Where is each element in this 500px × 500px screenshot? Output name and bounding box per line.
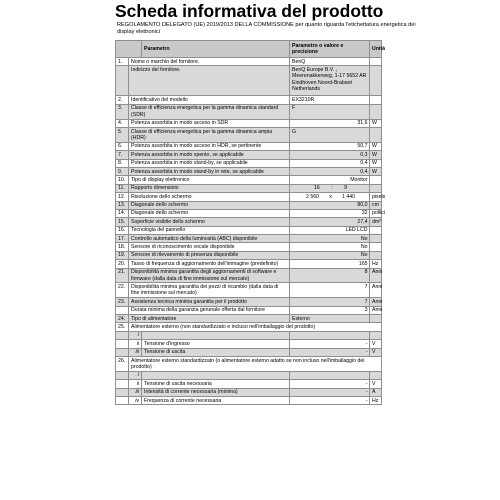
row-value: EX3210R — [290, 96, 370, 104]
aspect-height: 9 — [344, 185, 347, 192]
row-unit: V — [370, 380, 382, 388]
row-value: - — [290, 388, 370, 396]
row-unit: Anni — [370, 283, 382, 298]
table-row — [116, 251, 382, 259]
row-number — [116, 388, 129, 396]
row-value: No — [290, 235, 370, 243]
row-number — [116, 348, 129, 356]
table-row — [116, 380, 382, 388]
row-number: 11. — [116, 184, 129, 192]
row-value: 3 — [290, 306, 370, 314]
row-label: Nome o marchio del fornitore. — [129, 58, 290, 66]
row-unit: W — [370, 119, 382, 127]
row-value: No — [290, 251, 370, 259]
row-number: 13. — [116, 201, 129, 209]
table-row — [116, 127, 382, 142]
table-row — [116, 331, 382, 339]
row-label: Tipo di display elettronico — [129, 176, 290, 184]
row-value: 32 — [290, 209, 370, 217]
row-value: 7 — [290, 283, 370, 298]
table-row — [116, 176, 382, 184]
table-row — [116, 243, 382, 251]
product-info-table — [115, 40, 386, 405]
row-number: 18. — [116, 243, 129, 251]
row-number: 23. — [116, 298, 129, 306]
row-label: Potenza assorbita in modo acceso in SDR — [129, 119, 290, 127]
row-unit: V — [370, 340, 382, 348]
table-row — [116, 315, 382, 323]
table-row — [116, 159, 382, 167]
sub-index: ii — [129, 340, 142, 348]
row-value: Monitor — [290, 176, 370, 184]
sub-index: iii — [129, 388, 142, 396]
row-value: F — [290, 104, 370, 119]
table-row — [116, 260, 382, 268]
row-unit — [370, 104, 382, 119]
row-label: Disponibilità minima garantita degli aggiornamenti di software e firmware (dalla data di fine immissione sul mercato) — [129, 268, 290, 283]
row-number: 5. — [116, 127, 129, 142]
table-row — [116, 340, 382, 348]
page-title: Scheda informativa del prodotto — [115, 1, 384, 21]
row-value: - — [290, 340, 370, 348]
row-label: Tasso di frequenza di aggiornamento dell'immagine (predefinito) — [129, 260, 290, 268]
row-label: Tensione di uscita — [142, 348, 290, 356]
row-value: 0,3 — [290, 151, 370, 159]
row-unit: Hz — [370, 260, 382, 268]
table-row — [116, 268, 382, 283]
table-row — [116, 218, 382, 226]
row-number: 19. — [116, 251, 129, 259]
row-label: Sensore di riconoscimento vocale disponibile — [129, 243, 290, 251]
row-unit: Anni — [370, 306, 382, 314]
regulation-subtitle: REGOLAMENTO DELEGATO (UE) 2019/2013 DELLA COMMISSIONE per quanto riguarda l'etichettatura energetica dei display elettronici — [117, 22, 416, 36]
header-value: Parametro o valore e precisione — [290, 41, 370, 58]
row-label: Classe di efficienza energetica per la gamma dinamica standard (SDR) — [129, 104, 290, 119]
row-unit — [370, 184, 382, 192]
row-unit — [370, 315, 382, 323]
row-unit: pollici — [370, 209, 382, 217]
row-unit: W — [370, 167, 382, 175]
row-label: Identificativo del modello — [129, 96, 290, 104]
row-label — [142, 331, 290, 339]
sub-index: i — [129, 371, 142, 379]
row-number: 26. — [116, 356, 129, 371]
row-label: Alimentatore esterno (non standardizzato e incluso nell'imballaggio del prodotto) — [129, 323, 382, 331]
row-number: 21. — [116, 268, 129, 283]
row-unit — [370, 331, 382, 339]
row-number: 15. — [116, 218, 129, 226]
row-label: Classe di efficienza energetica per la gamma dinamica ampia (HDR) — [129, 127, 290, 142]
row-value: BenQ — [290, 58, 370, 66]
row-label: Disponibilità minima garantita dei pezzi di ricambio (dalla data di fine immissione sul mercato) — [129, 283, 290, 298]
table-row — [116, 226, 382, 234]
row-label: Superficie visibile dello schermo — [129, 218, 290, 226]
row-number: 9. — [116, 167, 129, 175]
row-label: Frequenza di corrente necessaria — [142, 396, 290, 404]
row-unit: Anni — [370, 298, 382, 306]
row-label: Tipo di alimentatore — [129, 315, 290, 323]
row-value: 0,4 — [290, 159, 370, 167]
row-label — [142, 371, 290, 379]
row-label: Controllo automatico della luminosità (ABC) disponibile — [129, 235, 290, 243]
table-row — [116, 184, 382, 192]
row-number: 10. — [116, 176, 129, 184]
row-label: Diagonale dello schermo — [129, 209, 290, 217]
row-number: 25. — [116, 323, 129, 331]
row-unit: Anni — [370, 268, 382, 283]
aspect-width: 16 — [314, 185, 320, 192]
table-row — [116, 104, 382, 119]
table-row — [116, 323, 382, 331]
aspect-separator: : — [331, 185, 333, 192]
table-row — [116, 58, 382, 66]
table-row — [116, 66, 382, 96]
row-value: No — [290, 243, 370, 251]
row-label: Potenza assorbita in modo spento, se applicabile — [129, 151, 290, 159]
row-unit — [370, 243, 382, 251]
row-label: Sensore di rilevamento di presenza disponibile — [129, 251, 290, 259]
row-value: 165 — [290, 260, 370, 268]
row-label: Potenza assorbita in modo acceso in HDR, se pertinente — [129, 142, 290, 150]
row-number: 14. — [116, 209, 129, 217]
row-number — [116, 340, 129, 348]
row-value: 27,4 — [290, 218, 370, 226]
row-label: Alimentatore esterno standardizzato (o alimentatore esterno adatto se non incluso nell'imballaggio del prodotto) — [129, 356, 382, 371]
row-number: 16. — [116, 226, 129, 234]
row-unit: Hz — [370, 396, 382, 404]
row-number: 12. — [116, 193, 129, 201]
row-label: Indirizzo del fornitore. — [129, 66, 290, 96]
resolution-width: 2 560 — [306, 193, 319, 200]
row-value: 8 — [290, 268, 370, 283]
table-row — [116, 151, 382, 159]
header-unit: Unità — [370, 41, 382, 58]
row-label: Potenza assorbita in modo stand-by in rete, se applicabile — [129, 167, 290, 175]
row-value: G — [290, 127, 370, 142]
row-unit — [370, 127, 382, 142]
row-unit — [370, 371, 382, 379]
table-row — [116, 193, 382, 201]
sub-index: iv — [129, 396, 142, 404]
row-value: 7 — [290, 298, 370, 306]
row-value: Esterno — [290, 315, 370, 323]
row-value: BenQ Europe B.V. , Meerenakkerweg, 1-17 5652 AR Eindhoven Noord-Brabant Netherlands — [290, 66, 370, 96]
table-row — [116, 306, 382, 314]
table-row — [116, 167, 382, 175]
row-number: 17. — [116, 235, 129, 243]
row-unit — [370, 235, 382, 243]
row-value — [290, 331, 370, 339]
row-label: Assistenza tecnica minima garantita per il prodotto — [129, 298, 290, 306]
row-unit: V — [370, 348, 382, 356]
table-row — [116, 388, 382, 396]
table-row — [116, 235, 382, 243]
table-row — [116, 209, 382, 217]
table-row — [116, 142, 382, 150]
row-number: 2. — [116, 96, 129, 104]
row-value: 50,7 — [290, 142, 370, 150]
row-number: 24. — [116, 315, 129, 323]
row-number: 3. — [116, 104, 129, 119]
row-value: 0,4 — [290, 167, 370, 175]
row-value — [290, 184, 370, 192]
sub-index: iii — [129, 348, 142, 356]
header-param: Parametro — [142, 41, 290, 58]
row-unit: cm — [370, 201, 382, 209]
row-label: Potenza assorbita in modo stand-by, se applicabile — [129, 159, 290, 167]
row-unit — [370, 176, 382, 184]
row-number — [116, 380, 129, 388]
row-label: Diagonale dello schermo — [129, 201, 290, 209]
row-label: Rapporto dimensioni — [129, 184, 290, 192]
row-number — [116, 306, 129, 314]
row-number — [116, 66, 129, 96]
table-header — [116, 41, 382, 58]
row-unit — [370, 251, 382, 259]
row-unit — [370, 96, 382, 104]
row-unit: dm² — [370, 218, 382, 226]
row-value — [290, 371, 370, 379]
table-row — [116, 298, 382, 306]
table-row — [116, 201, 382, 209]
row-number: 6. — [116, 142, 129, 150]
row-unit: W — [370, 151, 382, 159]
row-unit: pixels — [370, 193, 382, 201]
row-number: 7. — [116, 151, 129, 159]
row-value: - — [290, 380, 370, 388]
row-unit — [370, 226, 382, 234]
table-row — [116, 396, 382, 404]
row-value: 80,0 — [290, 201, 370, 209]
row-label: Intensità di corrente necessaria (minima) — [142, 388, 290, 396]
row-value: LED LCD — [290, 226, 370, 234]
row-unit — [370, 66, 382, 96]
row-number: 4. — [116, 119, 129, 127]
header-blank — [116, 41, 142, 58]
resolution-height: 1 440 — [342, 193, 355, 200]
row-number: 8. — [116, 159, 129, 167]
table-row — [116, 96, 382, 104]
row-number: 20. — [116, 260, 129, 268]
row-label: Risoluzione dello schermo — [129, 193, 290, 201]
row-number — [116, 331, 129, 339]
row-number — [116, 371, 129, 379]
sub-index: ii — [129, 380, 142, 388]
row-number — [116, 396, 129, 404]
sub-index: i — [129, 331, 142, 339]
resolution-separator: x — [329, 193, 332, 200]
row-unit: A — [370, 388, 382, 396]
row-label: Durata minima della garanzia generale offerta dal fornitore — [129, 306, 290, 314]
row-number: 22. — [116, 283, 129, 298]
row-label: Tecnologia del pannello — [129, 226, 290, 234]
row-label: Tensione di uscita necessaria — [142, 380, 290, 388]
row-number: 1. — [116, 58, 129, 66]
row-value: - — [290, 396, 370, 404]
table-row — [116, 283, 382, 298]
table-row — [116, 371, 382, 379]
row-unit: W — [370, 159, 382, 167]
table-row — [116, 348, 382, 356]
row-value: 31,6 — [290, 119, 370, 127]
row-unit — [370, 58, 382, 66]
row-unit: W — [370, 142, 382, 150]
table-row — [116, 119, 382, 127]
row-value — [290, 193, 370, 201]
row-value: - — [290, 348, 370, 356]
table-row — [116, 356, 382, 371]
row-label: Tensione d'ingresso — [142, 340, 290, 348]
